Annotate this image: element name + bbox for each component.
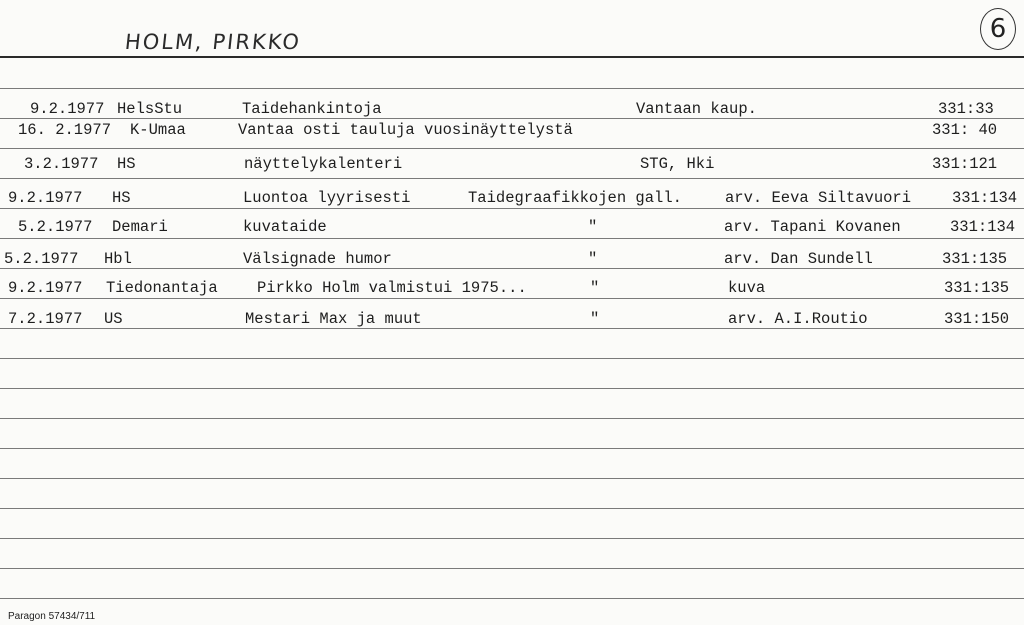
entry-topic: näyttelykalenteri [244, 155, 403, 173]
ruled-line [0, 88, 1024, 89]
entry-topic: kuvataide [243, 218, 327, 236]
entry-place: Taidegraafikkojen gall. [468, 189, 682, 207]
entry-ref: 331:135 [942, 250, 1008, 268]
entry-note: kuva [728, 279, 766, 297]
ruled-line [0, 328, 1024, 329]
entry-ref: 331:33 [938, 100, 994, 118]
entry-topic: Välsignade humor [243, 250, 392, 268]
ruled-line [0, 508, 1024, 509]
entry-date: 9.2.1977 [8, 189, 83, 207]
ruled-line [0, 208, 1024, 209]
entry-note: arv. Eeva Siltavuori [725, 189, 912, 207]
entry-place: " [588, 250, 598, 268]
entry-ref: 331:134 [950, 218, 1016, 236]
ruled-line [0, 448, 1024, 449]
entry-place: " [590, 310, 600, 328]
ruled-line [0, 418, 1024, 419]
ruled-line [0, 538, 1024, 539]
ruled-line [0, 298, 1024, 299]
ruled-line [0, 358, 1024, 359]
ruled-line [0, 148, 1024, 149]
entry-place: STG, Hki [640, 155, 715, 173]
entry-date: 16. 2.1977 [18, 121, 112, 139]
entry-ref: 331: 40 [932, 121, 998, 139]
ruled-line [0, 118, 1024, 119]
entry-note: arv. Dan Sundell [724, 250, 873, 268]
entry-place: " [588, 218, 598, 236]
ruled-line [0, 178, 1024, 179]
entry-source: HS [112, 189, 131, 207]
entry-topic: Vantaa osti tauluja vuosinäyttelystä [238, 121, 573, 139]
entry-source: HS [117, 155, 136, 173]
entry-note: arv. Tapani Kovanen [724, 218, 901, 236]
entry-ref: 331:134 [952, 189, 1018, 207]
card-number: 6 [980, 8, 1016, 50]
entry-source: US [104, 310, 123, 328]
ruled-line [0, 268, 1024, 269]
entry-source: Hbl [104, 250, 132, 268]
printer-mark: Paragon 57434/711 [8, 611, 96, 622]
entry-source: Demari [112, 218, 168, 236]
entry-topic: Pirkko Holm valmistui 1975... [257, 279, 527, 297]
entry-topic: Mestari Max ja muut [245, 310, 422, 328]
entry-source: HelsStu [117, 100, 183, 118]
ruled-line [0, 238, 1024, 239]
entry-date: 5.2.1977 [4, 250, 79, 268]
entry-place: Vantaan kaup. [636, 100, 757, 118]
entry-ref: 331:150 [944, 310, 1010, 328]
ruled-line [0, 598, 1024, 599]
entry-date: 9.2.1977 [8, 279, 83, 297]
entry-date: 3.2.1977 [24, 155, 99, 173]
ruled-line [0, 478, 1024, 479]
entry-ref: 331:121 [932, 155, 998, 173]
entry-date: 5.2.1977 [18, 218, 93, 236]
ruled-line [0, 388, 1024, 389]
entry-topic: Taidehankintoja [242, 100, 382, 118]
entry-ref: 331:135 [944, 279, 1010, 297]
entry-date: 7.2.1977 [8, 310, 83, 328]
card-heading-name: HOLM, PIRKKO [123, 30, 303, 54]
entry-place: " [590, 279, 600, 297]
entry-source: Tiedonantaja [106, 279, 218, 297]
entry-date: 9.2.1977 [30, 100, 105, 118]
entry-note: arv. A.I.Routio [728, 310, 868, 328]
ruled-line [0, 568, 1024, 569]
entry-source: K-Umaa [130, 121, 186, 139]
heading-rule [0, 56, 1024, 58]
entry-topic: Luontoa lyyrisesti [243, 189, 411, 207]
